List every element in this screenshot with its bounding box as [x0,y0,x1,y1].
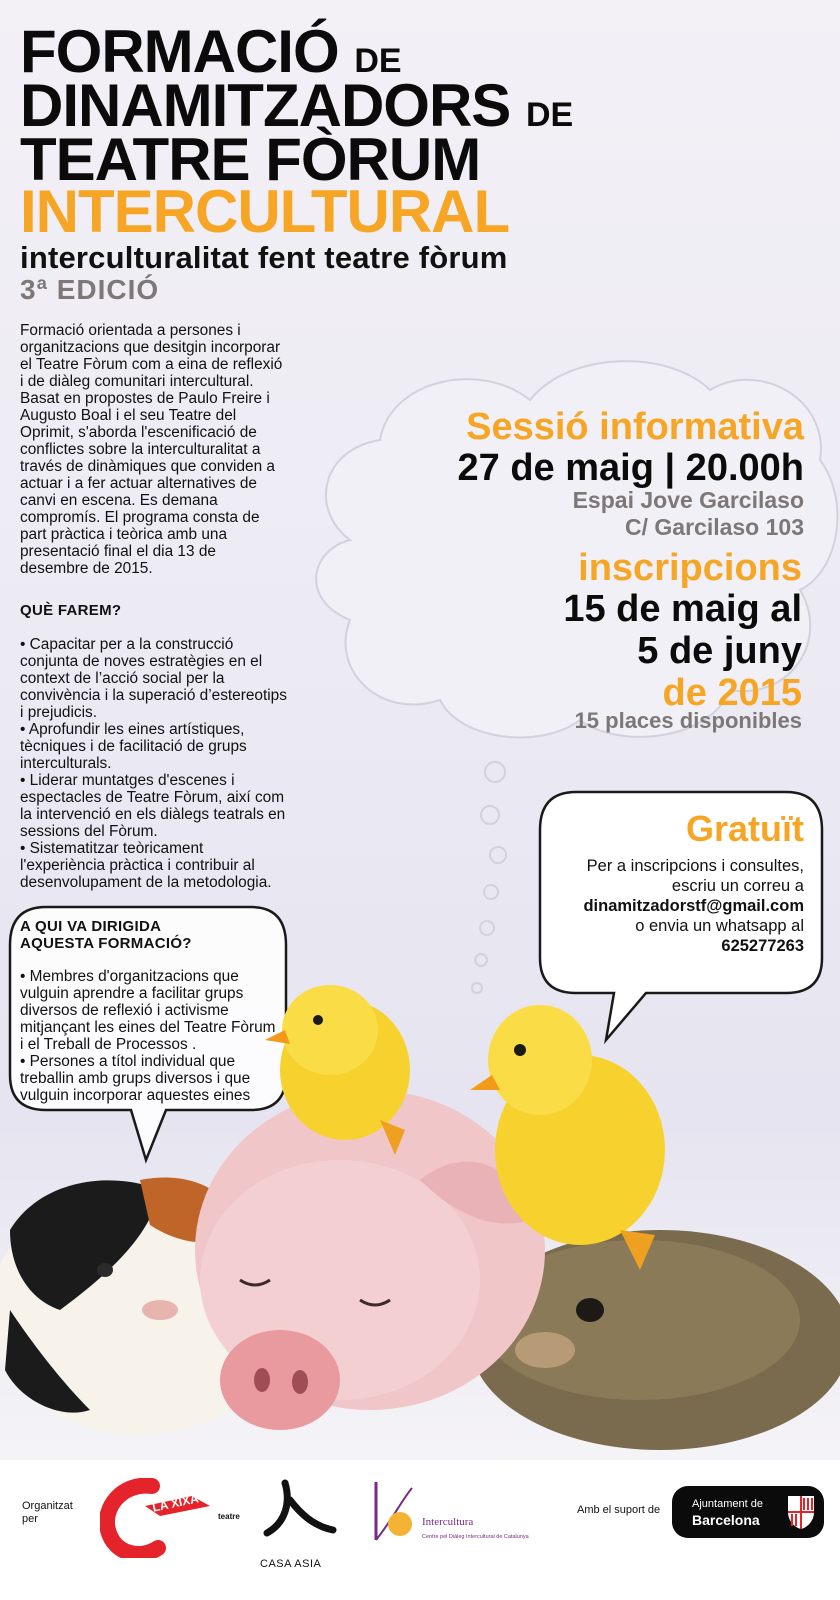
intercultura-sub: Centre pel Diàleg Intercultural de Catalunya [422,1534,529,1540]
who-heading [20,918,192,952]
list-item: • Membres d'organitzacions que vulguin aprendre a facilitar grups diversos de reflexió i activisme mitjançant les eines del Teatre Fòrum i el Treball de Processos . [20,968,276,1053]
contact-line: Per a inscripcions i consultes, [586,857,804,875]
la-xixa-logo [100,1478,245,1558]
title-de: DE [354,42,402,80]
intercultura-icon [372,1480,422,1550]
registration-dates-1: 15 de maig al [563,588,802,630]
footer [0,1460,840,1600]
ajuntament-line: Barcelona [692,1512,760,1528]
animals-illustration [0,980,840,1460]
what-heading: QUÈ FAREM? [20,602,122,619]
contact-line: o envia un whatsapp al [635,917,804,935]
la-xixa-name: LA XIXA [151,1491,200,1515]
organized-line: Organitzat [22,1500,73,1512]
session-address: C/ Garcilaso 103 [625,514,804,540]
la-xixa-sub: teatre [218,1512,240,1521]
organized-by [22,1500,73,1526]
list-item: • Aprofundir les eines artístiques, tècniques i de facilitació de grups interculturals. [20,721,247,772]
organized-line: per [22,1513,38,1525]
casa-asia-logo [255,1478,350,1578]
registration-label: inscripcions [578,547,802,589]
what-list [20,636,288,891]
list-item: • Capacitar per a la construcció conjunta de noves estratègies en el context de l’acció social per la convivència i la superació d’estereotips i prejudicis. [20,636,287,721]
thought-dots [465,760,525,1010]
who-heading-line: AQUESTA FORMACIÓ? [20,935,192,952]
casa-asia-name: CASA ASIA [260,1558,322,1570]
intercultura-name: Intercultura [422,1516,474,1528]
list-item: • Liderar muntatges d'escenes i espectacles de Teatre Fòrum, així com la intervenció en els diàlegs teatrals en sessions del Fòrum. [20,772,286,840]
support-label: Amb el suport de [577,1504,661,1516]
intercultura-logo [372,1480,562,1550]
contact-line: escriu un correu a [671,877,804,895]
list-item: • Sistematitzar teòricament l'experiència pràctica i contribuir al desenvolupament de la metodologia. [20,840,272,891]
contact-email[interactable]: dinamitzadorstf@gmail.com [583,897,804,915]
title-line-4: INTERCULTURAL [20,178,510,245]
casa-asia-icon [255,1478,350,1548]
list-item: • Persones a títol individual que treballin amb grups diversos i que vulguin incorporar aquestes eines [20,1053,251,1104]
contact-phone[interactable]: 625277263 [721,937,804,955]
free-label: Gratuït [685,808,804,849]
registration-places: 15 places disponibles [574,708,802,733]
title-de: DE [525,96,574,134]
session-date: 27 de maig | 20.00h [457,447,804,489]
barcelona-shield-icon [786,1494,816,1530]
intro-paragraph: Formació orientada a persones i organitzacions que desitgin incorporar el Teatre Fòrum com a eina de reflexió i de diàleg comunitari intercultural. Basat en propostes de Paulo Freire i Augusto Boal i el seu Teatre del Oprimit, s'aborda l'escenificació de conflictes sobre la interculturalitat a través de dinàmiques que conviden a actuar i a fer actuar alternatives de canvi en escena. Es demana compromís. El programa consta de part pràctica i teòrica amb una presentació final el dia 13 de desembre de 2015. [20,322,283,577]
session-place: Espai Jove Garcilaso [572,487,804,513]
ajuntament-logo [672,1486,824,1538]
registration-year: de 2015 [662,672,802,714]
ajuntament-line: Ajuntament de [692,1498,763,1510]
title-word: FORMACIÓ [20,18,339,85]
title-word: DINAMITZADORS [20,72,511,139]
subtitle: interculturalitat fent teatre fòrum [20,240,508,275]
session-label: Sessió informativa [466,406,804,448]
who-heading-line: A QUI VA DIRIGIDA [20,918,162,935]
title-line-3: TEATRE FÒRUM [20,126,481,193]
edition: 3ª EDICIÓ [20,274,160,305]
contact-block [583,856,804,956]
registration-dates-2: 5 de juny [637,630,802,672]
